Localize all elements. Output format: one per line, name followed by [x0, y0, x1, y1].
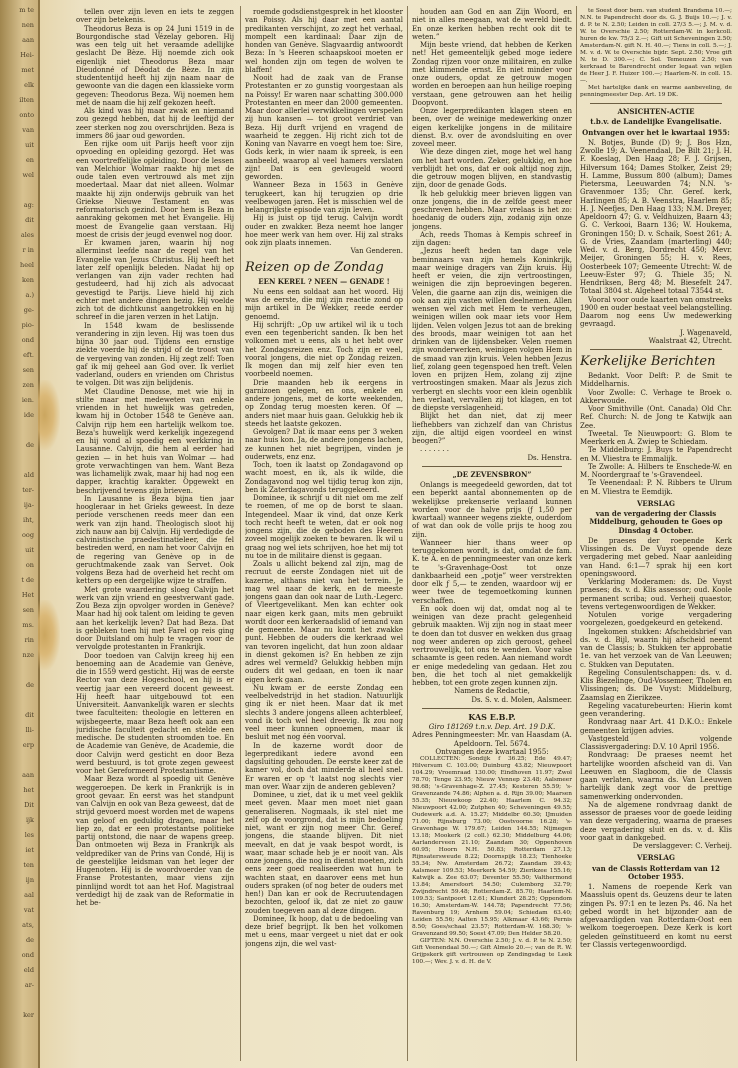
gutter-text-fragment: ilten [19, 96, 34, 104]
gutter-text-fragment: uit [25, 141, 34, 149]
paragraph: Dominee, ik schrijf u dit niet om me zelf te roemen, of me op de borst te slaan. Integendeel. Maar ik vind, dat onze Kerk toch recht heeft te weten, dat er ook nog jongens zijn, die de geboden des Heeren zoveel mogelijk zoeken te bewaren. Ik wil u graag nog wel iets schrijven, hoe het mij tot nu toe in de militaire dienst is gegaan. [245, 494, 403, 560]
gutter-text-fragment: met [21, 66, 34, 74]
article-title: „DE ZEVENSBRON” [452, 469, 532, 479]
gutter-text-fragment: ide [23, 411, 34, 419]
paragraph: Gevolgen? Dat ik maar eens per 3 weken naar huis kon. Ja, de andere jongens lachen, ze kunnen het niet begrijpen, vinden je ouderwets, enz enz. [245, 428, 403, 461]
section-title: KAS E.B.P. [468, 711, 516, 722]
gutter-text-fragment: sen [22, 366, 34, 374]
paragraph: Blijkt het dan niet, dat zij meer liefhebbers van zichzelf dan van Christus zijn, die altijd eigen voordeel en winst beogen?” [412, 412, 572, 445]
paragraph: roemde godsdienstgesprek in het klooster van Poissy. Als hij daar met een aantal predikanten verschijnt, zo zegt het verhaal, mompelt een kardinaal: Daar zijn de honden van Genève. Slagvaardig antwoordt Beza: In 's Heeren schaapskooi moeten er wel honden zijn om tegen de wolven te blaffen! [245, 8, 403, 74]
divider [422, 708, 562, 709]
column-rule [240, 6, 241, 1061]
signature-line: De verslaggever: C. Verheij. [632, 842, 732, 850]
gutter-text-fragment: onto [19, 111, 34, 119]
gutter-text-fragment: aal [24, 891, 34, 899]
divider [590, 103, 722, 104]
divider [422, 466, 562, 467]
gutter-text-fragment: m te [19, 6, 34, 14]
paragraph: Hij schrijft: „Op uw artikel wil ik u toch even een tegenbericht sanden. Ik ben het volkomen met u eens, als u het hebt over het Zondagsreizen enz. Toch zijn er veel, vooral jongens, die niet op Zondag reizen. Ik mogen dan mij zelf hier even ten voorbeeld noemen. [245, 320, 403, 379]
gutter-text-fragment: en [25, 156, 34, 164]
gutter-text-fragment: lli- [25, 726, 34, 734]
paragraph: Toch, toen ik laatst op Zondagavond op wacht moest, en ik, als ik wilde, die Zondagavond nog wel tijdig terug kon zijn, ben ik Zaterdagavonds teruggekeerd. [245, 461, 403, 494]
paragraph: In 1548 kwam de beslissende verandering in zijn leven. Hij was toen dus bijna 30 jaar oud. Tijdens een ernstige ziekte voerde hij de strijd of de troost van de vergeving van zonden. Hij zegt zelf: Toen gaf ik mij geheel aan God over. Ik verliet vaderland, ouders en vrienden om Christus te volgen. Dit was zijn belijdenis. [76, 321, 234, 388]
received-heading: Ontvangen deze kwartaal 1955: [435, 747, 549, 756]
paragraph: Verklaring Moderamen: ds. De Vuyst praeses; ds. v. d. Klis assessor; oud. Koole permanent scriba; oud. Verheij quaestor, tevens vertegenwoordigen de Wekker. [580, 578, 732, 611]
gutter-text-fragment: ald [23, 471, 34, 479]
gutter-text-fragment: ken [22, 276, 34, 284]
gutter-text-fragment: elk [24, 81, 34, 89]
paragraph: Te Veenendaal: P. N. Ribbers te Ulrum en M. Vliestra te Eemdijk. [580, 479, 732, 496]
section-subtitle: Giro 181269 t.n.v. Dep. Art. 19 D.K. [428, 723, 556, 731]
section-title: VERSLAG [637, 853, 675, 863]
paragraph: 1. Namens de roepende Kerk van Maassluis opent ds. Geuzens deur te laten zingen Ps. 97:1 en te lezen Ps. 46. Na het gebed wordt in het bijzonder aan de afgevaardigden van Rotterdam-Oost een welkom toegeroepen. Deze Kerk is kort geleden geïnstitueerd en komt nu eerst ter Classis vertegenwoordigd. [580, 883, 732, 949]
gutter-text-fragment: erp [22, 741, 34, 749]
paragraph: Als kind was hij maar zwak en niemand zou gezegd hebben, dat hij de leeftijd der zeer sterken nog zou overschrijden. Beza is immers 86 jaar oud geworden. [76, 107, 234, 140]
paragraph: Dominee, Ik hoop, dat u de bedoeling van deze brief begrijpt. Ik ben het volkomen met u eens, maar vergeet u niet dat er ook jongens zijn, die wel vast- [245, 914, 403, 948]
paragraph: Nu eens een soldaat aan het woord. Hij was de eerste, die mij zijn reactie zond op mijn artikel in De Wekker, reede eerder genoemd. [245, 287, 403, 321]
paragraph: Maar Beza wordt al spoedig uit Genève weggeroepen. De kerk in Frankrijk is in groot gevaar. En eerst was het standpunt van Calvijn en ook van Beza geweest, dat de strijd gevoerd moest worden met de wapens van geloof en geduldig dragen, maar het liep zo, dat er een protestantse politieke partij ontstond, die naar de wapens greep. Dan ontmoeten wij Beza in Frankrijk als veldprediker van de Prins van Condé, Hij is de geestelijke leidsman van het leger der Hugenoten. Hij is de woordvoerder van de Franse Protestanten, maar viens zijn pinnlijnd wordt tot aan het Hof. Magistraal verdedigt hij de zaak van de Reformatie in het be- [76, 775, 234, 907]
gutter-text-fragment: rin [24, 636, 34, 644]
gutter-text-fragment: Dit [24, 801, 34, 809]
gutter-text-fragment: de [25, 681, 34, 689]
gutter-text-fragment: de [25, 936, 34, 944]
author-signature: Ds. Henstra. [527, 453, 572, 462]
paragraph: Voor Smithville (Ont. Canada) Old Chr. Ref. Church: N. de Jong te Katwijk aan Zee. [580, 405, 732, 430]
paragraph: Te Middelburg: J. Buys te Papendrecht en M. Vliestra te Emmalijk. [580, 446, 732, 463]
address-line: Adres Penningmeester: Mr. van Haasdam (A. Apeldoorn. Tel. 5674. [412, 731, 572, 748]
paragraph: Voor Zwolle: C. Verhage te Broek o. Akkerwoude. [580, 388, 732, 405]
paragraph: Rondvraag naar Art. 41 D.K.O.: Enkele gemeenten krijgen advies. [580, 718, 732, 735]
paragraph: Door toedoen van Calvijn kreeg hij een benoeming aan de Academie van Genève, die in 1559 werd gesticht. Hij was de eerste Rector van deze Hogeschool, en hij is er veertig jaar een vereerd docent geweest. Hij heeft haar uitgebouwd tot een Universiteit. Aanvankelijk waren er slechts twee faculteiten: theologie en letteren en wijsbegeerte, maar Beza heeft ook aan een juridische faculteit gedacht en stelde een medische. De studenten stroomden toe. En de Academie van Genève, de Academie, die door Calvijn werd gesticht en door Beza werd bestuurd, is tot grote zegen geweest voor het Gereformeerd Protestantisme. [76, 651, 234, 775]
column-rule [407, 6, 408, 1061]
section-title: ANSICHTEN-ACTIE [617, 107, 695, 116]
paragraph: Wanneer Beza in 1563 in Genève terugkeert, kan hij terugzien op drie veelbewogen jaren. Het is misschien wel de belangrijkste episode van zijn leven. [245, 181, 403, 214]
gutter-text-fragment: a.) [25, 291, 34, 299]
adjacent-page-edge [0, 0, 40, 1068]
article-zondag-column [245, 8, 403, 1058]
received-heading: Ontvangen over het le kwartaal 1955: [582, 127, 730, 137]
paragraph: houden aan God en aan Zijn Woord, en niet in alles meegaan, wat de wereld biedt. En onze kerken hebben recht ook dit te weten.” [412, 8, 572, 41]
gutter-text-fragment: aan [22, 771, 34, 779]
article-beza-column [76, 8, 234, 1058]
paper-damage [38, 380, 60, 450]
divider [590, 349, 722, 350]
paragraph: Ik heb gelukkig meer brieven liggen van onze jongens, die in de zelfde geest meer geschreven hebben. Maar vrelaas is het zo: hoedanig de ouders zijn, zodanig zijn onze jongens. [412, 189, 572, 231]
paragraph: Nu kwam er de eerste Zondag een veelbelvedstrijd in het stadion. Natuurlijk ging ik er niet heen. Maar dat ik met slechts 3 andere jongens alleen achterbleef, vond ik toch wel heel dreevig. Ik zou nog veel meer kunnen opnoemen, maar ik besluit met nog één voorval. [245, 683, 403, 742]
gutter-text-fragment: ar- [24, 981, 34, 989]
signature-line: Waalstraat 42, Utrecht. [648, 336, 732, 345]
gutter-text-fragment: ond [21, 951, 34, 959]
paragraph: Vastgesteld volgende Classisvergadering: D.V. 10 April 1956. [580, 734, 732, 751]
paragraph: Tweetal. Te Nieuwpoort: G. Blom te Meerkerk en A. Zwiep te Schiedam. [580, 429, 732, 446]
section-subtitle: van de vergadering der Classis Middelburg, gehouden te Goes op Dinsdag 4 October. [589, 509, 723, 535]
paragraph: Rondvraag: De praeses neemt het hartelijke woorden afscheid van di. Van Leeuwen en Slagboom, die de Classis gaan verlaten, waarna ds. Van Leeuwen hartelijk dank zegt voor de prettige samenwerking ondervonden. [580, 751, 732, 801]
gutter-text-fragment: les [24, 831, 34, 839]
section-title: VERSLAG [637, 498, 675, 508]
signature-line: Namens de Redactie, [454, 687, 530, 696]
paragraph: Zoals u allicht bekend zal zijn, mag de recruut de eerste Zondagen niet uit de kazerne, althans niet van het terrein. Je mag wel naar de kerk, en de meeste jongens gaan dan ook naar de Luth.-Legerc. of Vleertgevelikant. Men kan echter ook naar eigen kerk gaan, mits men gebruikt wordt door een kerkeraadslid of iemand van de gemeente. Maar nu komt het zwakke punt. Hebben de ouders die kerkraad wel van tevoren ingelicht, dat hun zoon aldaar in dienst gekomen is? En hebben ze zijn adres wel vermeld? Gelukkig hebben mijn ouders dit wel gedaan, en toen ik naar eigen kerk gaan. [245, 560, 403, 684]
column-rule [576, 6, 577, 1061]
gutter-text-fragment: r in [22, 246, 34, 254]
gutter-text-fragment: Hei- [20, 51, 34, 59]
thanks-note: Met hartelijke dank en warme aanbeveling, de penningmeester Dep. Art. 19 DK. [580, 85, 732, 98]
gutter-text-fragment: uit [25, 546, 34, 554]
section-title: Kerkelijke Berichten [580, 354, 716, 369]
article-title: Reizen op de Zondag [245, 259, 384, 275]
gutter-text-fragment: het [23, 786, 34, 794]
paragraph: . . . . . . . [420, 445, 449, 454]
paragraph: Na de algemene rondvraag dankt de assessor de praeses voor de goede leiding van deze vergadering, waarna de praeses deze vergadering sluit en ds. v. d. Klis voor gaat in dankgebed. [580, 800, 732, 842]
gutter-text-fragment: oog [22, 531, 34, 539]
signature-line: Ds. S. v. d. Molen, Aalsmeer. [471, 695, 572, 704]
paragraph: Een rijke oom uit Parijs heeft voor zijn opvoeding en opleiding gezorgd. Het was een voortreffelijke opleiding. Door de lessen van Melchior Wolmar raakte hij met de oude talen even vertrouwd als met zijn moedertaal. Maar dat niet alleen. Wolmar maakte hij zijn onderwijs gebruik van het Griekse Nieuwe Testament en was reformatorisch gezind. Door hem is Beza in aanraking gekomen met het Evangelie. Hij moest de Evangelie gaan verstaan. Hij moest de crisis der jeugd evenwel nog door. [76, 140, 234, 239]
paragraph: Er kwamen jaren, waarin hij nog allerminst leefde naar de regel van het Evangelie van Jezus Christus. Hij heeft het later zelf openlijk beleden. Nadat hij op verlangen van zijn vader rechten had gestudeerd, had hij zich als advocaat gevestigd te Parijs. Lieve hield hij zich echter met andere dingen bezig. Hij voelde zich tot de dichtkunst aangetrokken en hij schreef in die jaren verzen in het Latijn. [76, 239, 234, 322]
paragraph: Met Claudine Denosse, met wie hij in stilte maar met medeweten van enkele vrienden in het huwelijk was getreden, kwam hij in October 1548 te Genève aan. Calvijn rijp hem een hartelijk welkom toe. Beza's huwelijk werd kerkelijk ingezegend en hij vond al spoedig een werkkring in Lausanne. Calvijn, die hem al eerder had gezien — in het huis van Wolmar — had grote verwachtingen van hem. Want Beza was lichamelijk zwak, maar hij had nog een dapper, krachtig karakter. Opgewekt en beschrijvend tevens zijn brieven. [76, 387, 234, 495]
paragraph: Met grote waardering sloeg Calvijn het werk van zijn vriend en geestverwant gade. Zou Beza zijn opvolger worden in Genève? Maar had hij ook talent om leiding te geven aan het kerkelijk leven? Dat had Beza. Dat is gebleken toen hij met Farel op reis ging door Duitsland om hulp te vragen voor de vervolgde protestanten in Frankrijk. [76, 585, 234, 652]
gutter-text-fragment: ales [20, 231, 34, 239]
gutter-text-fragment: ija- [23, 501, 34, 509]
gutter-text-fragment: dit [25, 216, 34, 224]
gutter-text-fragment: ats, [22, 921, 34, 929]
section-subtitle: t.b.v. de Landelijke Evangelisatie. [590, 117, 722, 127]
paragraph: Onze legerpredikanten klagen steen en been, over de weinige medewerking onzer eigen kerkelijke jongens in de militaire dienst. B.v. over de avondsluiting en over zoveel meer. [412, 107, 572, 148]
gutter-text-fragment: eld [23, 966, 34, 974]
gutter-text-fragment: ge- [23, 306, 34, 314]
ansichten-appeal: Vooral voor oude kaarten van omstreeks 1900 en ouder bestaat veel belangstelling. Daarom nog eens Uw medewerking gevraagd. [580, 295, 732, 329]
gutter-text-fragment: sen [22, 606, 34, 614]
paragraph: Theodorus Beza is op 24 Juni 1519 in de Bourgondische stad Vézelay geboren. Hij was een telg uit het veraamde adellijke geslacht De Bèze. Hij noemde zich ook eigenlijk niet Theodorus Beza maar Dieudonné of Déodat de Bèze. In zijn studententijd heeft hij zijn naam naar de gewoonte van die dagen een klassieke vorm gegeven: Theodorus Beza. Wij noemen hem met de naam die hij zelf gekozen heeft. [76, 24, 234, 107]
gutter-text-fragment: zen [22, 381, 34, 389]
announcements-column [580, 8, 732, 1058]
gutter-text-fragment: iet [25, 846, 34, 854]
gutter-text-fragment: ijn [25, 876, 34, 884]
paragraph: Onlangs is meegedeeld geworden, dat tot een beperkt aantal abonnementen op de wekelijkse prekenserie verlaand kunnen worden voor de halve prijs (ƒ 1,50 per kwartaal) wanneer wegens ziekte, ouderdom of wat dan ook de volle prijs te hoog zou zijn. [412, 481, 572, 539]
gutter-text-fragment: vat [23, 906, 34, 914]
section-subtitle: van de Classis Rotterdam van 12 October 1955. [592, 863, 720, 881]
gutter-text-fragment: ter- [22, 486, 34, 494]
paragraph: Te Zwolle: A. Hilbers te Enschede-W. en M. Noordergraaf te 's-Gravendeel. [580, 462, 732, 479]
paragraph: Wanneer hier thans weer op teruggekomen wordt, is dat, omdat de fam. K. te A. en de penningmeester van onze kerk te 's-Gravenhage-Oost tot onze dankbaarheid een „potje” weer verstrekten door elk ƒ 5,— te zenden, waardoor wij er weer twee de tegemoetkoming kunnen verschaffen. [412, 538, 572, 605]
paragraph: En ook doen wij dat, omdat nog al te weinigen van deze pracht gelegenheid gebruik maakten. Wij zijn nog in staat meer te doen dan tot dusver en wekken dus graag nog weer anderen op zich geroost, geheel vertrouwelijk, tot ons te wenden. Voor valse schaamte is geen reden. Aan niemand wordt er enige mededeling van gedaan. Het zou ben, die het toch al niet gemakkelijk hebben, tot een grote zegen kunnen zijn. [412, 604, 572, 687]
gutter-text-fragment: ms. [22, 621, 34, 629]
gutter-text-fragment: nze [22, 651, 34, 659]
paragraph: tellen over zijn leven en iets te zeggen over zijn betekenis. [76, 8, 234, 25]
paragraph: Hij is juist op tijd terug. Calvijn wordt ouder en zwakker. Beza neemt hoe langer hoe meer werk van hem over. Hij zal straks ook zijn plaats innemen. [245, 214, 403, 247]
gutter-text-fragment: van [22, 126, 34, 134]
article-subtitle: EEN KEREL ? NEEN — GENADE ! [258, 276, 390, 286]
paragraph: Dominee, u ziet, dat ik u met veel geklik meet geven. Maar men moet niet gaan generaliseren. Nogmaals, ik stel niet me zelf op de voorgrond, dat is mijn bedoeling niet, want er zijn nog meer Chr. Geref. jongens, die staande blijven. Dit niet meevalt, en dat je vaak bespot wordt, is waar, maar schade heb je er nooit van. Als onze jongens, die nog in dienst moeten, zich eens zeer goed realiseerden wat hun te wachten staat, en daarover eens met hun ouders spraken (of nog beter de ouders met hen!) Dan kan er ook de Recruutendagen bezochten, geloof ik, dat ze niet zo gauw zouden toegeven aan al deze dingen. [245, 791, 403, 915]
paragraph: Wie deze dingen ziet, moge het wel hang om het hart worden. Zeker, gelukkig, en hoe verblijdt het ons, dat er ook altijd nog zijn, die getrouw mogen blijven, en standvastig zijn, door de genade Gods. [412, 148, 572, 190]
paragraph: Bedankt. Voor Delft: P. de Smit te Middelharnis. [580, 372, 732, 389]
gutter-text-fragment: pio- [21, 321, 34, 329]
gutter-text-fragment: eft. [23, 351, 34, 359]
gutter-text-fragment: heel [20, 261, 34, 269]
gutter-text-fragment: wel [22, 171, 34, 179]
gutter-text-fragment: ten [23, 861, 34, 869]
paragraph: Ach, reeds Thomas à Kempis schreef in zijn dagen: [412, 230, 572, 247]
gutter-text-fragment: iht, [23, 516, 34, 524]
paragraph: Regeling Consulentschappen: ds. v. d. Klis Biezelinge, Oud-Vossemeer, Tholen en Vlissingen; ds. De Vuyst: Middelburg, Zaamslag en Zierikzee. [580, 668, 732, 702]
gutter-text-fragment: ag: [23, 201, 34, 209]
gutter-text-fragment: dit [25, 711, 34, 719]
gutter-text-fragment: t de [21, 576, 34, 584]
gutter-text-fragment: de [25, 441, 34, 449]
paper-damage [38, 600, 60, 670]
gutter-text-fragment: Het [21, 591, 34, 599]
paragraph: Mijn beste vriend, dat hebben de Kerken net! Het gemeentelijk gebed moge iedere Zondag rijzen voor onze militairen, en zulke met klimmende ernst. En niet minder voor onze ouders, opdat ze getrouw mogen worden en beroepen aan hun heilige roeping verstaan, gene getrouwen aan het heilig Doopvont. [412, 41, 572, 107]
paragraph: Ingekomen stukken: Afscheidsbrief van ds. v. d. Bijl, waarin hij afscheid neemt van de Classis; b. Stukken ter approbatie 1e. van het verzoek van de Van Leeuwen; c. Stukken van Deputaten. [580, 627, 732, 669]
paragraph: Notulen vorige vergadering voorgelezen, goedgekeurd en getekend. [580, 611, 732, 628]
gutter-text-fragment: ijk [25, 816, 34, 824]
author-signature: Van Genderen. [350, 247, 403, 256]
gutter-text-fragment: aan [22, 36, 34, 44]
gutter-text-fragment: ond [21, 336, 34, 344]
paragraph: In de kazerne wordt door de legerpredikant iedere avond een dagsluiting gehouden. De eerste keer zat de kamer vol, doch dat minderde al heel snel. Er waren er op 't laatst nog slechts vier man over. Waar zijn de anderen gebleven? [245, 741, 403, 791]
paragraph: Drie maanden heb ik eergens in garnizoen gelegen, en ons, enkele en andere jongens, met de korte weekenden, op Zondag terug moesten keren. Of — anders niet maar huis gaan. Gelukkig heb ik steeds het laatste gekozen. [245, 378, 403, 428]
paragraph: Nooit had de zaak van de Franse Protestanten er zo gunstig voorgestaan als na Poissy! Er waren naar schatting 300.000 Protestanten en meer dan 2000 gemeenten. Maar door allerlei verwikkelingen verspelen zij hun kansen — tot groot verdriet van Beza. Hij durft vrijend en vragend de waarheid te zeggen. Hij richt zich tot de Koning van Navarre en voegt hem toe: Sire, Gods kerk, in wier naam ik spreek, is een aanbeeld, waarop al veel hamers verslaten zijn! Dat is een gevleugeld woord geworden. [245, 74, 403, 181]
gifts-list-continued: te Soest door bem. van student Brandsma 10.—; N.N. te Papendrecht door ds. G. J. Buijs 10.—; J. v. d. P. te N. 2.50; Leiden in coll. 27/3 5.—; J. M. v. d. W. te Overschie 2.50; Rotterdam-W. in kerkcoll. huren de kw. 75/3 2.—; Gift uit Scheveningen 2.50; Amsterdam-N. gift N. H. 40.—; Tiens in coll. 5.—; J. M. v. d. W. te Overschie bijdr. Sept. 2.50; Vroe gift N. te D. 300.—; C. Sol. Temeuzen 2.50; van kerkraad te Barendrecht onder legaat van wijlen de Heer J. F. Huizer 100.—; Haarlem-N. in coll. 15.—. [580, 8, 732, 84]
gutter-text-fragment: ien. [21, 396, 34, 404]
gutter-text-fragment: on [25, 561, 34, 569]
gutter-text-fragment: nen [21, 21, 34, 29]
received-list: COLLECTEN: Sondijk f 36.25; Ede 49.47; Hilversum C. 103.00; Duinburg 43.82; Nieuwpoort 104.29; Vroemraad 130.00; Eindhoven 11.97; Zwol 78.70; Tenge 23.95; Nieuw Vennep 23.48; Aalsmeer 98.68; 's-Gravenhage-Z. 27.45; Kesteren 55.59; 's-Gravenzande 74.86; Alphen a. d. Rijn 39.00; Maarsen 55.35; Nieuwkoop 22.40; Haarlem C. 94.32; Nieuwpoort 42.00; Zutphen 40; Scheveningen 49.55; Oudewerk a.d. A. 15.27; Middelbr 60.30; IJmuiden 71.00; Rijnsburg 73.00; Oostvoorne 16.28; 's-Gravenhage W. 179.67; Leiden 144.55; Nijmegen 13.18; Mookerk (2 coll.) 62.30; Middelburg 44.06; Aarlanderveen 21.10; Zaandam 30; Oppenhoven 60.95; Hoorn N.H. 50.83; Rotterdam 27.13; Rijnsatersweude 8.22; Doornspijk 18.23; Tienhoeke 55.34; Nw. Amsterdam 26.72; Zaandam 39.43; Aalsmeer 109.53; Meerkerk 54.59; Zierikzee 155.16; Katwijk a. Zee 63.07; Deventer 55.50; Valthermond 13.84; Amersfoort 54.50; Culemborg 32.79; Zwijndrecht 59.48; Rotterdam-Z. 85.70; Haarlem-N. 109.53; Santpoort 12.61; Klundert 28.25; Oppendom 16.30; Amsterdam-W. 144.78; Papendrecht 77.56; Ravenburg 19; Arnhem 59.04; Schiedam 63.40; Leiden 55.56; Aalten 15.95; Alkmaar 43.66; Pernis 8.50; Goes/schaal 23.57; Rotterdam-W. 168.30; 's-Gravenzand 99.50; Soest 47.09; Den Helder 58.20. [412, 756, 572, 937]
gifts-list: GIFTEN: N.N. Overschie 2.50; J. v. d. P. te N. 2.50; Gift Veenendaal 50.—; Gift Almelo 20.—; van de R. W. Grijpskerk gift vertrouwen op Zendingsdag te Leek 100.—; Wev. J. v. d. H. de V. [412, 938, 572, 965]
paragraph: In Lausanne is Beza bijna tien jaar hoogleraar in het Grieks geweest. In deze periode verschenen reeds meer dan een werk van zijn hand. Theologisch sloot hij zich nauw aan bij Calvijn. Hij verdedigde de calvinistische praedestinatieleer, die fel bestreden werd, en nam het voor Calvijn en de regering van Genève op in de geruchtmakende zaak van Servet. Ook volgens Beza had de overheid het recht om ketters op een dergelijke wijze te straffen. [76, 494, 234, 586]
article-continuation-column [412, 8, 572, 1058]
paragraph: De praeses der roepende Kerk Vlissingen ds. De Vuyst opende deze vergadering met gebed. Naar aanleiding van Hand. 6:1—7 sprak hij een kort openingswoord. [580, 536, 732, 578]
ansichten-list: N. Botjes, Bunde (D) 9; J. Bos Hzn, Zwolle 19; A. Veenendaal, De Bilt 21; J. H. F. Koeslag, Den Haag 28; F. J. Grijsen, Hilversum 164; Dames Stolker, Zeist 29; H. Lamme, Bussum 800 (album); Dames Pietersma, Leeuwarden 74; N.N. 's-Gravenmoer 135; Chr. Geref. kerk, Harlingen 85; A. B. Veenstra, Haarlem 85; H. J. Neefjes, Den Haag 133; N.M. Dreyer, Apeldoorn 47; G. v. Veldhuizen, Baarn 43; G. C. Verkooi, Baarn 136; W. Houkema, Groningen 150; D. v. Schaik, Soest 261; A. G. de Vries, Zaandam (marterling) 440; Wed. v. d. Berg, Dordrecht 450; Mevr. Meijer, Groningen 55; H. v. Rees, Oosterbeek 107; Gemeente Utrecht: W. de Leeuw-Ester 97; G. Thiele 35; N. Hendriksen, Berg 48; M. Biesefelt 247. Totaal 3804 st. Algeheel totaal 73544 st. [580, 138, 732, 296]
gutter-text-fragment: ker [23, 1011, 34, 1019]
signature-line: J. Wagenaveld, [680, 328, 732, 337]
paragraph: „Jezus heeft heden tan dage vele beminnaars van zijn hemels Koninkrijk, maar weinige dragers van Zijn kruis. Hij heeft er veien, die zijn vertroostingen, weinigen die zijn beproevingen begeren. Velen, die gaarne aan zijn dis, weinigen die ook aan zijn vasten willen deelnemen. Allen wensen wel zich met Hem te verheugen, weinigen willen ook maar iets voor Hem lijden. Velen volgen Jezus tot aan de breking des broods, maar weinigen tot aan het drinken van de lijdensbeker. Velen roemen zijn wonderwerken, weinigen volgen Hem in de smaad van zijn kruis. Velen hebben Jezus lief, zolang geen tegenspoed hen treft. Velen loven en prijzen Hem, zolang zij zijne vertroostingen smaken. Maar als Jezus zich verbergt en slechts voor een klein ogenblik hen verlaat, vervallen zij tot klagen, en tot de diepste verslagenheid. [412, 247, 572, 412]
paragraph: Regeling vacaturebeurten: Hierin komt geen verandering. [580, 701, 732, 718]
